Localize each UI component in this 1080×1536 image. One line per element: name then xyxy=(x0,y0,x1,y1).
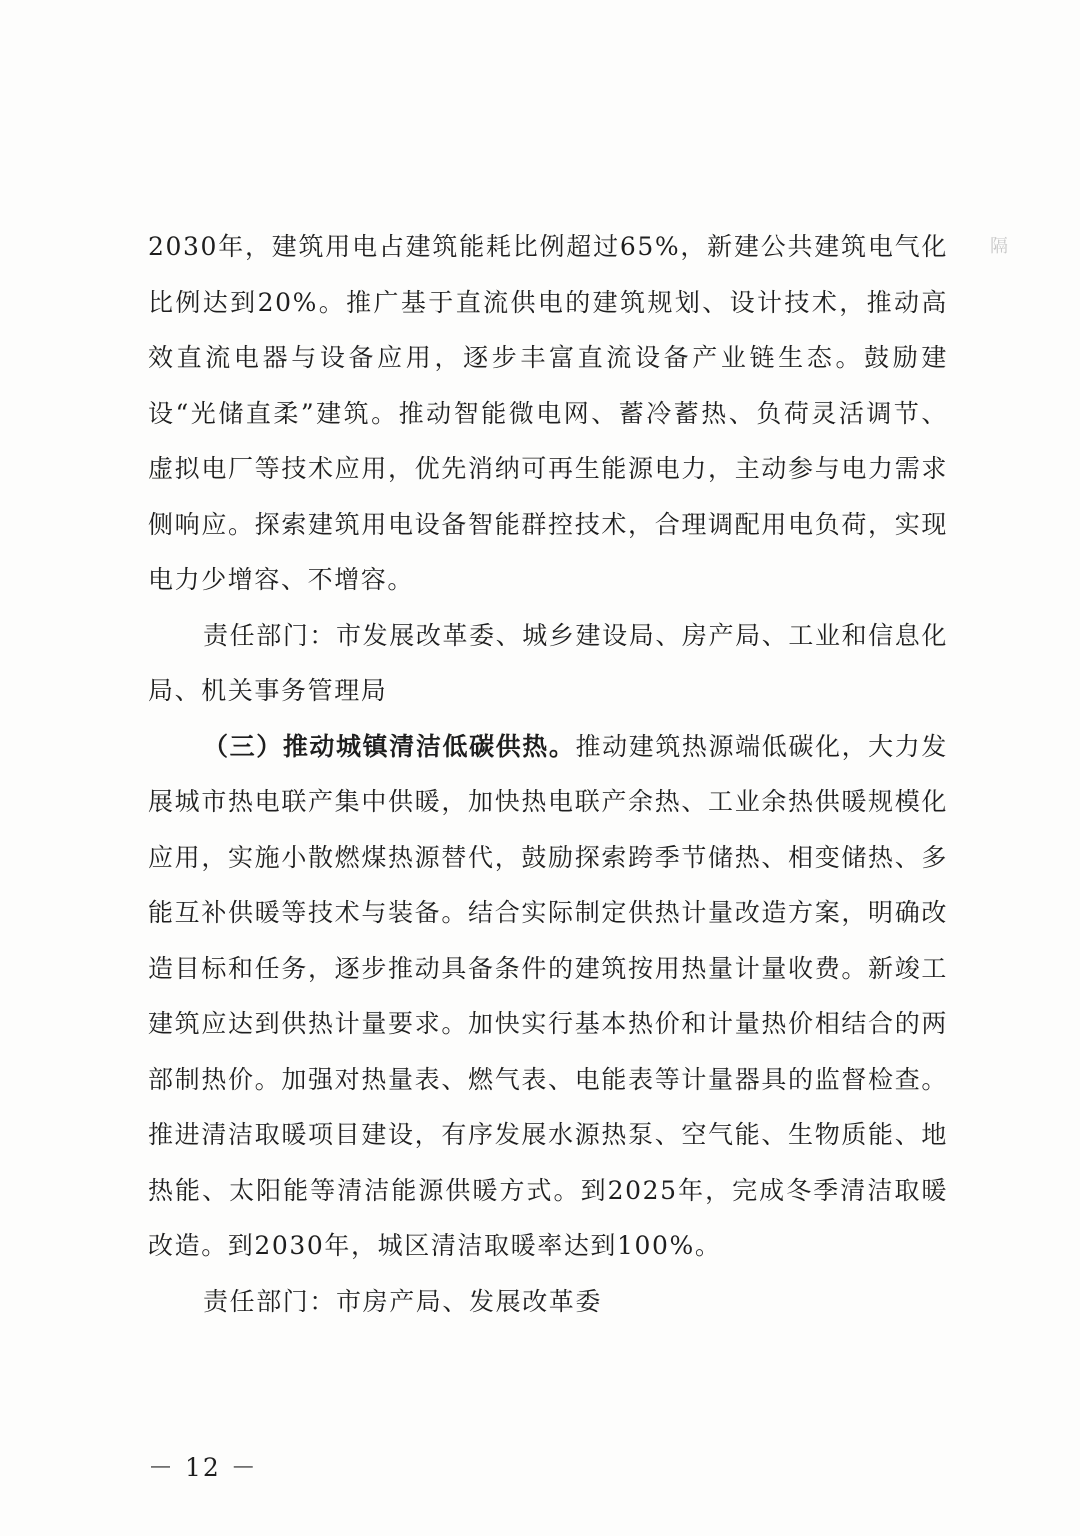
paragraph-clean-heating-body: 推动建筑热源端低碳化，大力发展城市热电联产集中供暖，加快热电联产余热、工业余热供暖规模化应用，实施小散燃煤热源替代，鼓励探索跨季节储热、相变储热、多能互补供暖等技术与装备。结合实际制定供热计量改造方案，明确改造目标和任务，逐步推动具备条件的建筑按用热量计量收费。新竣工建筑应达到供热计量要求。加快实行基本热价和计量热价相结合的两部制热价。加强对热量表、燃气表、电能表等计量器具的监督检查。推进清洁取暖项目建设，有序发展水源热泵、空气能、生物质能、地热能、太阳能等清洁能源供暖方式。到2025年，完成冬季清洁取暖改造。到2030年，城区清洁取暖率达到100%。 xyxy=(148,731,948,1260)
paragraph-electrification: 2030年，建筑用电占建筑能耗比例超过65%，新建公共建筑电气化比例达到20%。推广基于直流供电的建筑规划、设计技术，推动高效直流电器与设备应用，逐步丰富直流设备产业链生态。鼓励建设“光储直柔”建筑。推动智能微电网、蓄冷蓄热、负荷灵活调节、虚拟电厂等技术应用，优先消纳可再生能源电力，主动参与电力需求侧响应。探索建筑用电设备智能群控技术，合理调配用电负荷，实现电力少增容、不增容。 xyxy=(148,232,948,594)
paragraph-clean-heating xyxy=(148,719,948,1274)
responsible-departments-2: 责任部门：市房产局、发展改革委 xyxy=(203,1286,603,1316)
margin-scan-mark: 隔 xyxy=(990,236,1008,257)
responsible-departments-1: 责任部门：市发展改革委、城乡建设局、房产局、工业和信息化局、机关事务管理局 xyxy=(148,620,948,705)
document-body xyxy=(148,219,948,1329)
section-heading-3: （三）推动城镇清洁低碳供热。 xyxy=(203,731,576,761)
page-number: － 12 － xyxy=(148,1453,258,1482)
